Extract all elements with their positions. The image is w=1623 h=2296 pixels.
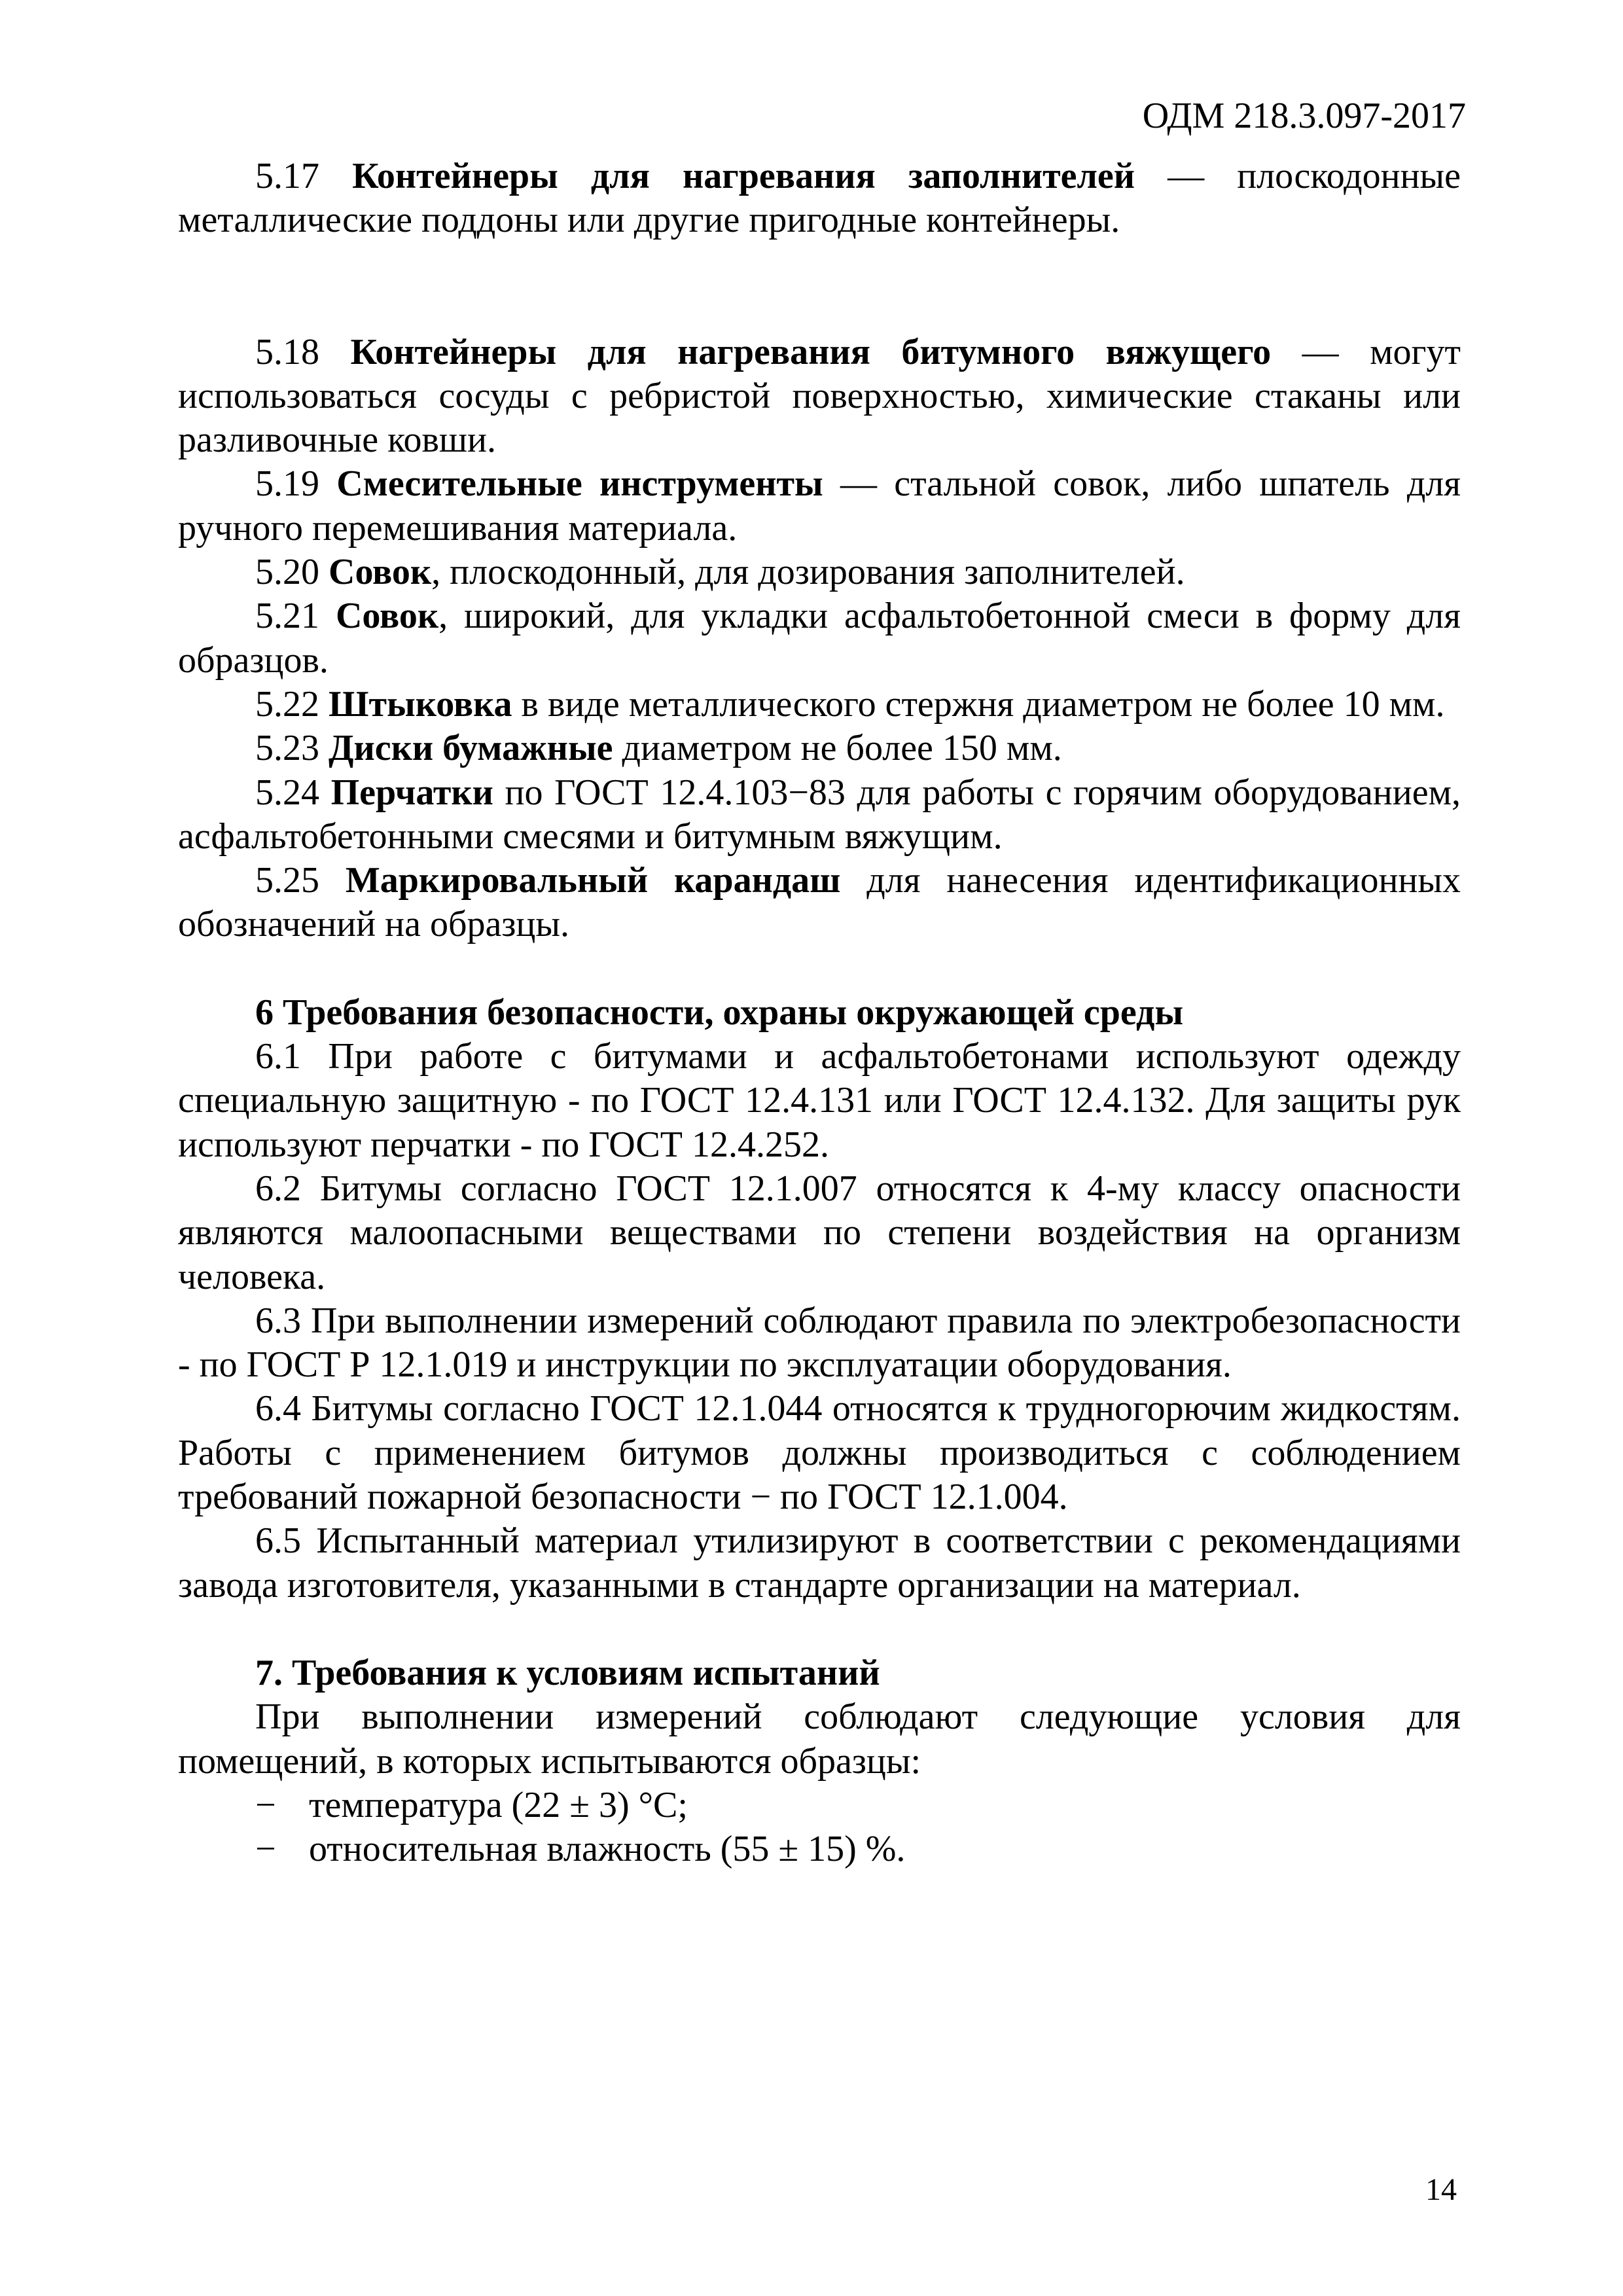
clause-5-20 — [178, 550, 1461, 594]
condition-text: температура (22 ± 3) °С; — [309, 1784, 688, 1825]
clause-6-3: 6.3 При выполнении измерений соблюдают правила по электробезопасности - по ГОСТ Р 12.1.019 и инструкции по эксплуатации оборудования. — [178, 1300, 1461, 1386]
clause-6-5: 6.5 Испытанный материал утилизируют в соответствии с рекомендациями завода изготовителя, указанными в стандарте организации на материал. — [178, 1520, 1461, 1605]
clause-number: 5.23 — [255, 728, 319, 769]
clause-term: Совок — [335, 596, 439, 637]
clause-text: для нанесения идентификационных обозначений на образцы. — [178, 860, 1461, 945]
clause-number: 5.20 — [255, 552, 319, 593]
clause-number: 5.21 — [255, 596, 319, 637]
clause-text: — стальной совок, либо шпатель для ручного перемешивания материала. — [178, 463, 1461, 548]
clause-term: Перчатки — [330, 772, 493, 813]
document-code: ОДМ 218.3.097-2017 — [1142, 96, 1466, 136]
clause-5-25 — [178, 859, 1461, 947]
section-6-heading: 6 Требования безопасности, охраны окружающей среды — [255, 992, 1184, 1033]
clause-text: , плоскодонный, для дозирования заполнителей. — [431, 552, 1185, 593]
clause-text: диаметром не более 150 мм. — [613, 728, 1062, 769]
list-dash: − — [255, 1784, 276, 1825]
clause-text: — плоскодонные металлические поддоны или другие пригодные контейнеры. — [178, 156, 1461, 241]
clause-5-22 — [178, 683, 1461, 726]
clause-term: Маркировальный карандаш — [345, 860, 841, 901]
page-number: 14 — [1425, 2172, 1457, 2207]
clause-term: Штыковка — [329, 683, 512, 725]
clause-number: 5.19 — [255, 463, 319, 505]
section-7-intro: При выполнении измерений соблюдают следующие условия для помещений, в которых испытываются образцы: — [178, 1696, 1461, 1782]
clause-text: по ГОСТ 12.4.103−83 для работы с горячим оборудованием, асфальтобетонными смесями и битумным вяжущим. — [178, 772, 1461, 857]
list-dash: − — [255, 1829, 276, 1870]
page-body — [178, 154, 1461, 1871]
condition-item-humidity — [178, 1827, 1461, 1871]
clause-term: Контейнеры для нагревания битумного вяжущего — [350, 331, 1272, 372]
clause-term: Диски бумажные — [329, 728, 613, 769]
clause-6-2: 6.2 Битумы согласно ГОСТ 12.1.007 относятся к 4-му классу опасности являются малоопасными веществами по степени воздействия на организм человека. — [178, 1168, 1461, 1297]
clause-term: Совок — [329, 552, 432, 593]
clause-5-21 — [178, 594, 1461, 683]
clause-text: , широкий, для укладки асфальтобетонной смеси в форму для образцов. — [178, 596, 1461, 681]
condition-item-temperature — [178, 1784, 1461, 1827]
section-7-heading: 7. Требования к условиям испытаний — [255, 1652, 880, 1693]
clause-6-4: 6.4 Битумы согласно ГОСТ 12.1.044 относятся к трудногорючим жидкостям. Работы с применением битумов должны производиться с соблюдением требований пожарной безопасности − по ГОСТ 12.1.004. — [178, 1388, 1461, 1518]
clause-term: Контейнеры для нагревания заполнителей — [352, 156, 1135, 196]
clause-5-24 — [178, 771, 1461, 859]
clause-number: 5.18 — [255, 331, 319, 372]
clause-number: 5.24 — [255, 772, 319, 813]
clause-number: 5.25 — [255, 860, 319, 901]
clause-text: в виде металлического стержня диаметром не более 10 мм. — [512, 683, 1445, 725]
clause-5-18 — [178, 331, 1461, 463]
clause-number: 5.17 — [255, 156, 319, 196]
clause-5-17 — [178, 154, 1461, 243]
clause-text: — могут использоваться сосуды с ребристой поверхностью, химические стаканы или разливочные ковши. — [178, 331, 1461, 461]
clause-5-23 — [178, 726, 1461, 770]
clause-6-1: 6.1 При работе с битумами и асфальтобетонами используют одежду специальную защитную - по ГОСТ 12.4.131 или ГОСТ 12.4.132. Для защиты рук используют перчатки - по ГОСТ 12.4.252. — [178, 1036, 1461, 1165]
clause-5-19 — [178, 462, 1461, 550]
condition-text: относительная влажность (55 ± 15) %. — [309, 1829, 906, 1870]
clause-term: Смесительные инструменты — [336, 463, 823, 505]
clause-number: 5.22 — [255, 683, 319, 725]
